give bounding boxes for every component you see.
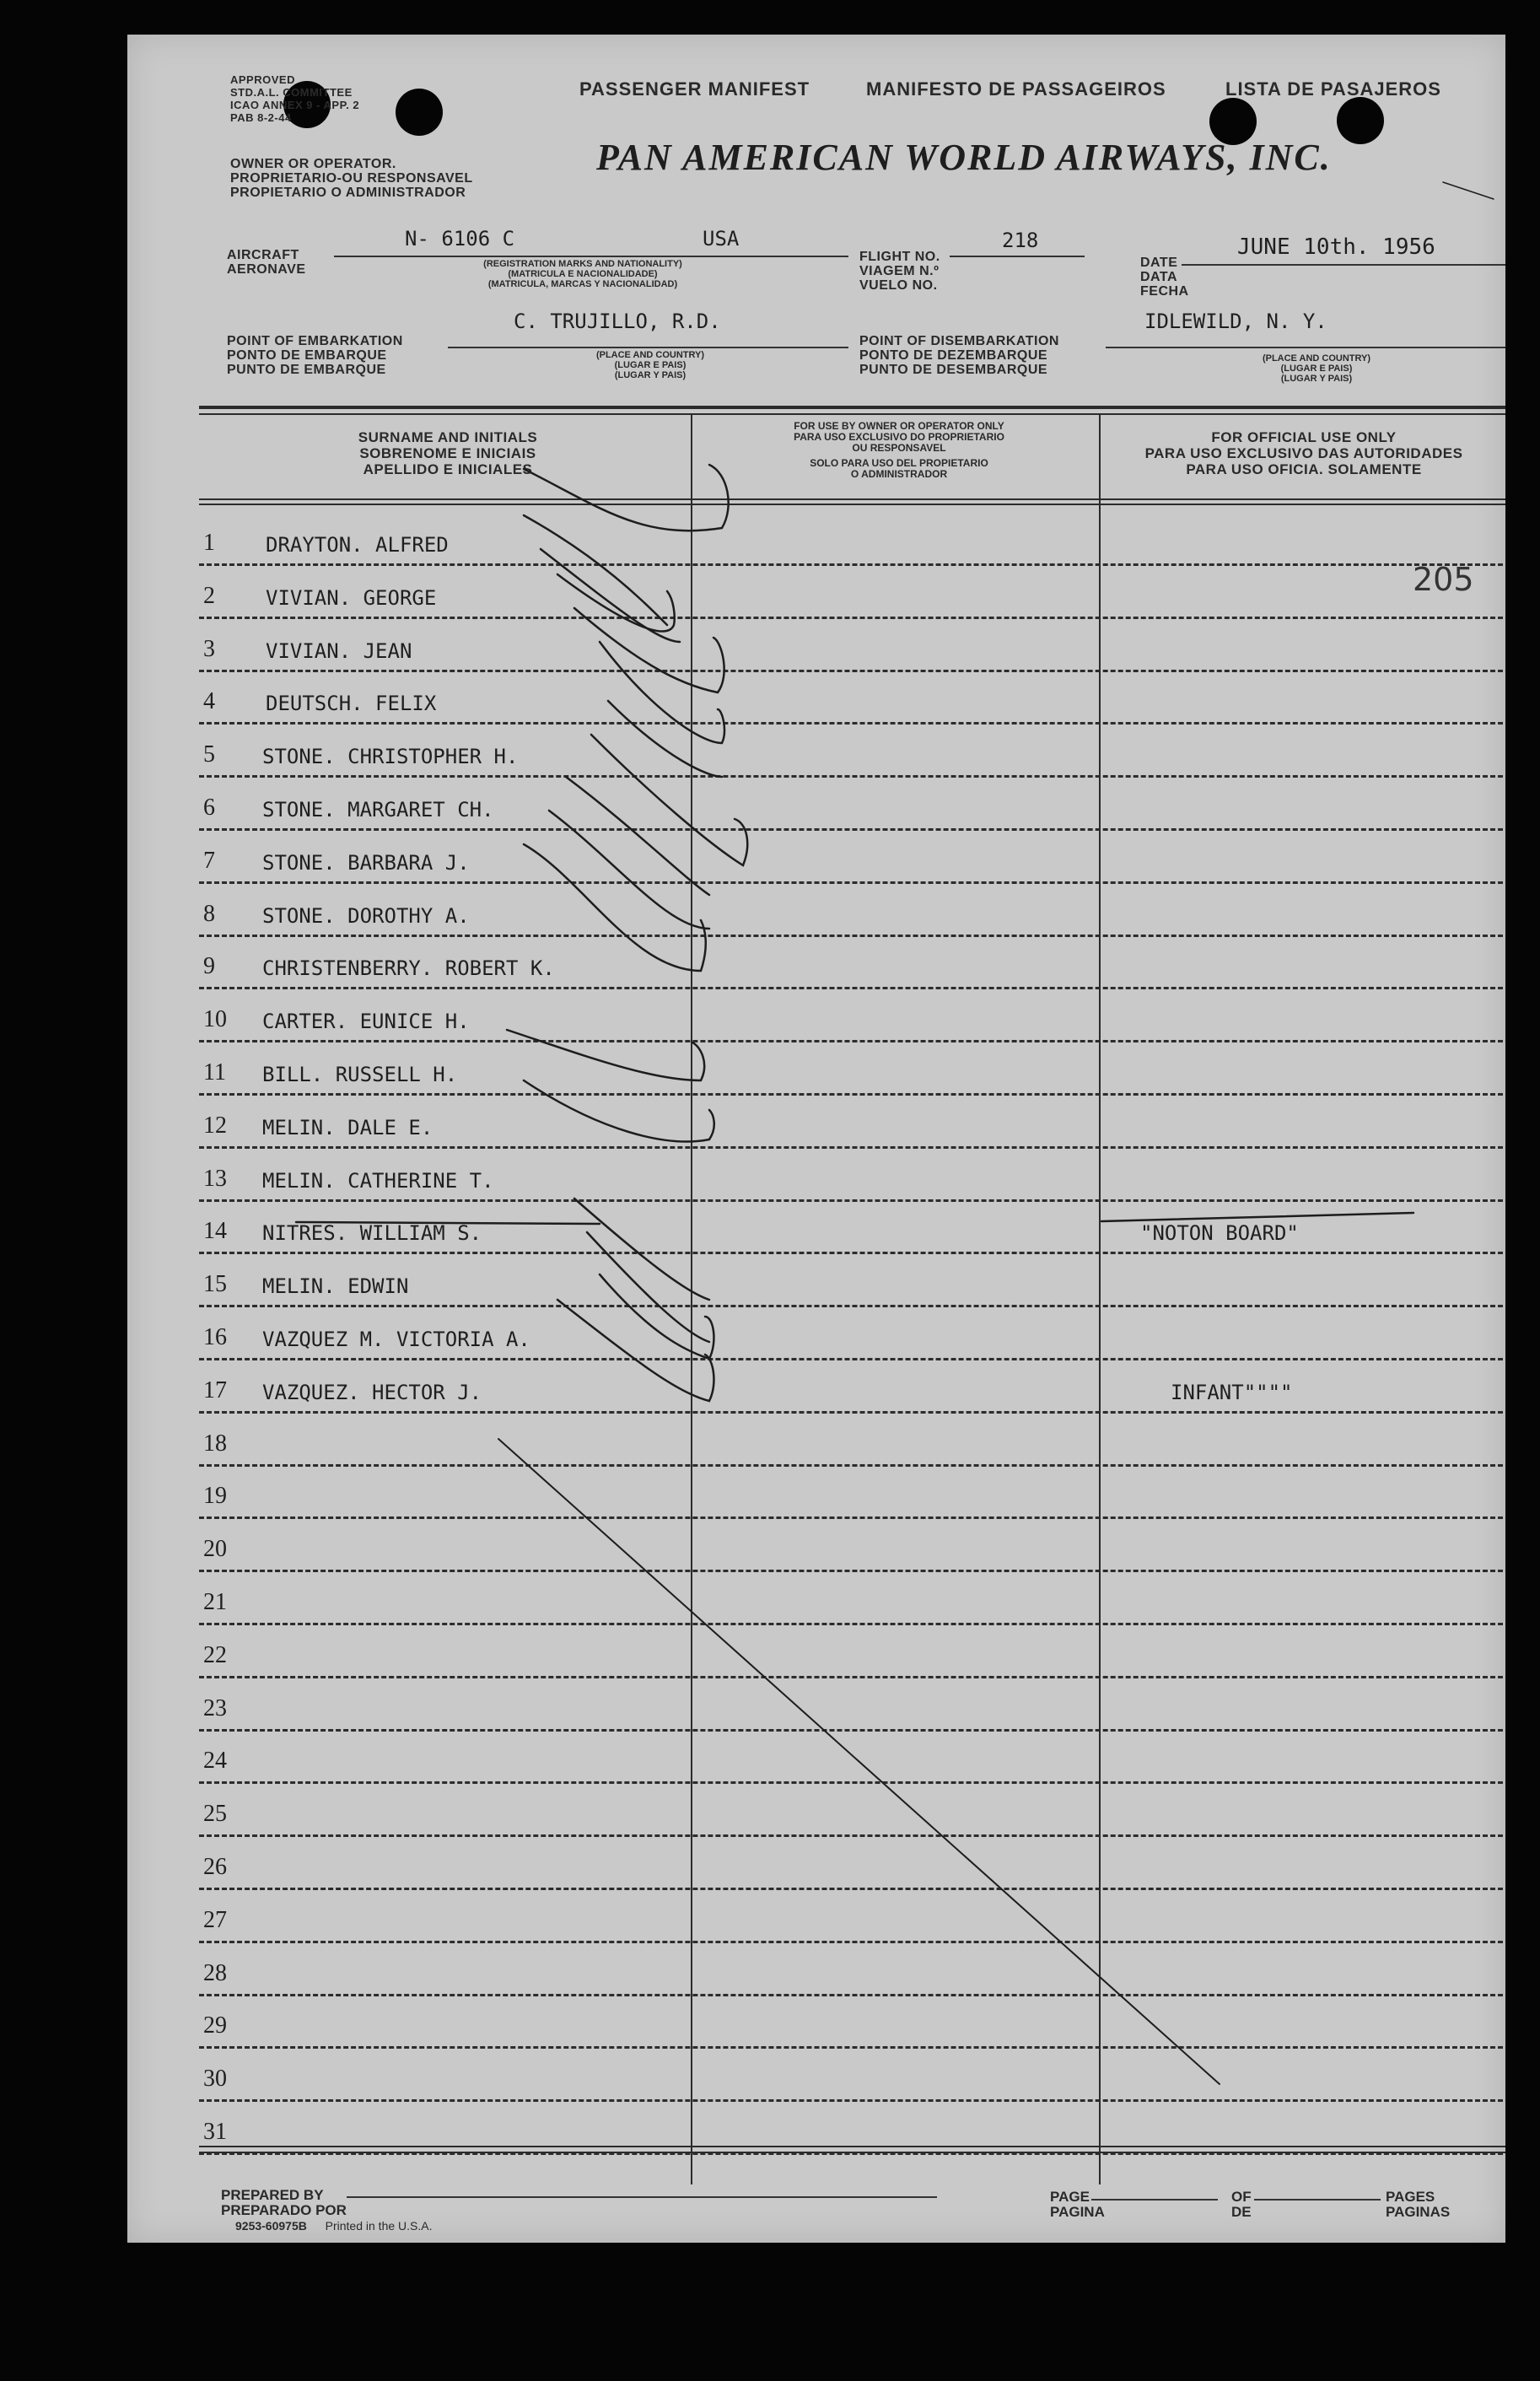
row-number: 1 [203, 530, 215, 556]
aircraft-caption-en: (REGISTRATION MARKS AND NATIONALITY) [483, 259, 682, 269]
pages-label-pt: PAGINAS [1386, 2204, 1451, 2220]
flight-label-es: VUELO NO. [859, 278, 938, 293]
row-number: 23 [203, 1694, 227, 1721]
passenger-name: CARTER. EUNICE H. [262, 1010, 470, 1034]
row-number: 26 [203, 1854, 227, 1880]
aircraft-registration: N- 6106 C [405, 227, 515, 250]
passenger-name: DRAYTON. ALFRED [266, 533, 449, 557]
of-label-pt: DE [1231, 2204, 1252, 2220]
passenger-name: DEUTSCH. FELIX [266, 692, 437, 716]
prepared-by-underline [347, 2196, 937, 2198]
page-label [1050, 2190, 1105, 2220]
row-number: 19 [203, 1483, 227, 1510]
row-number: 28 [203, 1959, 227, 1986]
of-label-en: OF [1231, 2189, 1252, 2205]
title-pt: MANIFESTO DE PASSAGEIROS [866, 78, 1166, 100]
pages-label-en: PAGES [1386, 2189, 1435, 2205]
passenger-name: CHRISTENBERRY. ROBERT K. [262, 956, 555, 981]
disembarkation-label-pt: PONTO DE DEZEMBARQUE [859, 348, 1048, 363]
check-mark [587, 1232, 709, 1342]
row-number: 12 [203, 1112, 227, 1139]
operator-label-es: PROPIETARIO O ADMINISTRADOR [230, 186, 466, 200]
operator-header-line: O ADMINISTRADOR [850, 468, 948, 480]
aircraft-label-pt: AERONAVE [227, 262, 306, 277]
official-note: "NOTON BOARD" [1140, 1221, 1299, 1246]
row-number: 27 [203, 1906, 227, 1933]
passenger-name: STONE. CHRISTOPHER H. [262, 745, 519, 769]
check-mark [566, 777, 709, 895]
operator-header-line: FOR USE BY OWNER OR OPERATOR ONLY [794, 420, 1004, 432]
embarkation-caption-pt: (LUGAR E PAIS) [614, 360, 687, 370]
row-number: 8 [203, 900, 215, 927]
row-number: 24 [203, 1748, 227, 1775]
embarkation-label-es: PUNTO DE EMBARQUE [227, 363, 386, 377]
row-number: 2 [203, 582, 215, 609]
embarkation-caption-en: (PLACE AND COUNTRY) [595, 350, 705, 360]
operator-label-pt: PROPRIETARIO-OU RESPONSAVEL [230, 171, 473, 186]
check-mark [524, 465, 729, 531]
row-number: 18 [203, 1430, 227, 1457]
row-number: 13 [203, 1165, 227, 1192]
operator-company: PAN AMERICAN WORLD AIRWAYS, INC. [596, 137, 1332, 178]
page-label-pt: PAGINA [1050, 2204, 1105, 2220]
passenger-name: VAZQUEZ. HECTOR J. [262, 1380, 482, 1404]
disembarkation-caption-pt: (LUGAR E PAIS) [1280, 364, 1353, 374]
aircraft-label-en: AIRCRAFT [227, 248, 299, 262]
embarkation-value: C. TRUJILLO, R.D. [514, 310, 721, 333]
disembarkation-label-es: PUNTO DE DESEMBARQUE [859, 363, 1048, 377]
row-strikethrough [296, 1222, 600, 1224]
row-number: 3 [203, 635, 215, 662]
row-number: 16 [203, 1324, 227, 1350]
date-label-en: DATE [1140, 256, 1178, 270]
row-number: 20 [203, 1536, 227, 1563]
date-label-pt: DATA [1140, 270, 1178, 284]
check-mark [524, 844, 706, 971]
disembarkation-caption-es: (LUGAR Y PAIS) [1280, 374, 1353, 384]
official-note: INFANT"""" [1171, 1380, 1293, 1404]
flight-number: 218 [1002, 229, 1039, 252]
row-number: 4 [203, 688, 215, 715]
page-underline [1091, 2199, 1218, 2201]
form-number: 9253-60975B [235, 2219, 307, 2233]
aircraft-nationality: USA [703, 227, 740, 250]
check-mark [591, 735, 747, 865]
passenger-name: VIVIAN. GEORGE [266, 585, 437, 610]
page-label-en: PAGE [1050, 2189, 1090, 2205]
official-header-es: PARA USO OFICIA. SOLAMENTE [1186, 461, 1422, 477]
form-number-block [235, 2219, 432, 2233]
approval-line: STD.A.L. COMMITTEE [230, 86, 353, 99]
operator-label-en: OWNER OR OPERATOR. [230, 157, 396, 171]
row-number: 25 [203, 1801, 227, 1828]
flight-label-en: FLIGHT NO. [859, 250, 940, 264]
of-underline [1254, 2199, 1381, 2201]
row-number: 30 [203, 2066, 227, 2093]
names-header-en: SURNAME AND INITIALS [358, 429, 538, 445]
embarkation-caption-es: (LUGAR Y PAIS) [614, 370, 687, 380]
passenger-name: STONE. MARGARET CH. [262, 798, 494, 821]
date-value: JUNE 10th. 1956 [1237, 234, 1435, 260]
handwritten-marks [127, 35, 1505, 2243]
approval-line: ICAO ANNEX 9 - APP. 2 [230, 99, 360, 111]
row-number: 10 [203, 1006, 227, 1033]
printed-in: Printed in the U.S.A. [325, 2219, 433, 2233]
row-number: 7 [203, 847, 215, 874]
check-mark [574, 1199, 709, 1300]
disembarkation-caption-en: (PLACE AND COUNTRY) [1262, 353, 1371, 364]
row-number: 15 [203, 1271, 227, 1298]
check-mark [541, 549, 680, 642]
aircraft-caption-es: (MATRICULA, MARCAS Y NACIONALIDAD) [487, 279, 678, 289]
row-number: 6 [203, 795, 215, 821]
manifest-sheet [127, 35, 1505, 2243]
names-header-es: APELLIDO E INICIALES [363, 461, 533, 477]
aircraft-caption-pt: (MATRICULA E NACIONALIDADE) [508, 269, 658, 279]
passenger-name: MELIN. CATHERINE T. [262, 1168, 494, 1193]
disembarkation-value: IDLEWILD, N. Y. [1144, 310, 1327, 333]
date-label-es: FECHA [1140, 284, 1189, 299]
check-mark [600, 642, 724, 743]
row-number: 11 [203, 1059, 226, 1085]
check-mark [524, 515, 667, 625]
row-number: 9 [203, 953, 215, 980]
row-number: 17 [203, 1376, 227, 1403]
prepared-by-en: PREPARED BY [221, 2187, 324, 2203]
row-number: 21 [203, 1589, 227, 1615]
row-number: 31 [203, 2119, 227, 2145]
passenger-name: MELIN. EDWIN [262, 1274, 409, 1299]
check-mark [507, 1030, 704, 1080]
check-mark [524, 1080, 714, 1141]
prepared-by-label [221, 2188, 347, 2218]
passenger-name: NITRES. WILLIAM S. [262, 1221, 482, 1246]
operator-header-line: PARA USO EXCLUSIVO DO PROPRIETARIO [794, 431, 1004, 443]
official-header-pt: PARA USO EXCLUSIVO DAS AUTORIDADES [1144, 445, 1463, 461]
operator-header-line: OU RESPONSAVEL [852, 442, 946, 454]
passenger-name: VIVIAN. JEAN [266, 638, 412, 663]
passenger-name: BILL. RUSSELL H. [262, 1063, 458, 1086]
date-tick [1443, 182, 1494, 199]
names-header-pt: SOBRENOME E INICIAIS [359, 445, 536, 461]
void-diagonal-line [498, 1439, 1220, 2084]
title-es: LISTA DE PASAJEROS [1225, 78, 1441, 100]
row-number: 5 [203, 741, 215, 768]
operator-header-line: SOLO PARA USO DEL PROPIETARIO [810, 457, 988, 469]
disembarkation-label-en: POINT OF DISEMBARKATION [859, 334, 1059, 348]
row-number: 14 [203, 1218, 227, 1245]
official-strikethrough [1101, 1213, 1413, 1221]
title-en: PASSENGER MANIFEST [579, 78, 810, 100]
passenger-name: VAZQUEZ M. VICTORIA A. [262, 1328, 530, 1351]
flight-label-pt: VIAGEM N.º [859, 264, 940, 278]
approval-line: PAB 8-2-44 [230, 111, 292, 124]
official-header-en: FOR OFFICIAL USE ONLY [1211, 429, 1397, 445]
check-mark [574, 608, 724, 692]
embarkation-label-pt: PONTO DE EMBARQUE [227, 348, 387, 363]
passenger-name: STONE. DOROTHY A. [262, 903, 470, 928]
row-number: 22 [203, 1641, 227, 1668]
passenger-name: STONE. BARBARA J. [262, 850, 470, 875]
passenger-name: MELIN. DALE E. [262, 1115, 433, 1139]
approval-line: APPROVED [230, 73, 295, 86]
check-mark [557, 574, 675, 632]
pages-label [1386, 2190, 1450, 2220]
row-number: 29 [203, 2012, 227, 2039]
embarkation-label-en: POINT OF EMBARKATION [227, 334, 403, 348]
stamp-number: 205 [1413, 561, 1474, 598]
of-label [1231, 2190, 1252, 2220]
prepared-by-pt: PREPARADO POR [221, 2202, 347, 2218]
